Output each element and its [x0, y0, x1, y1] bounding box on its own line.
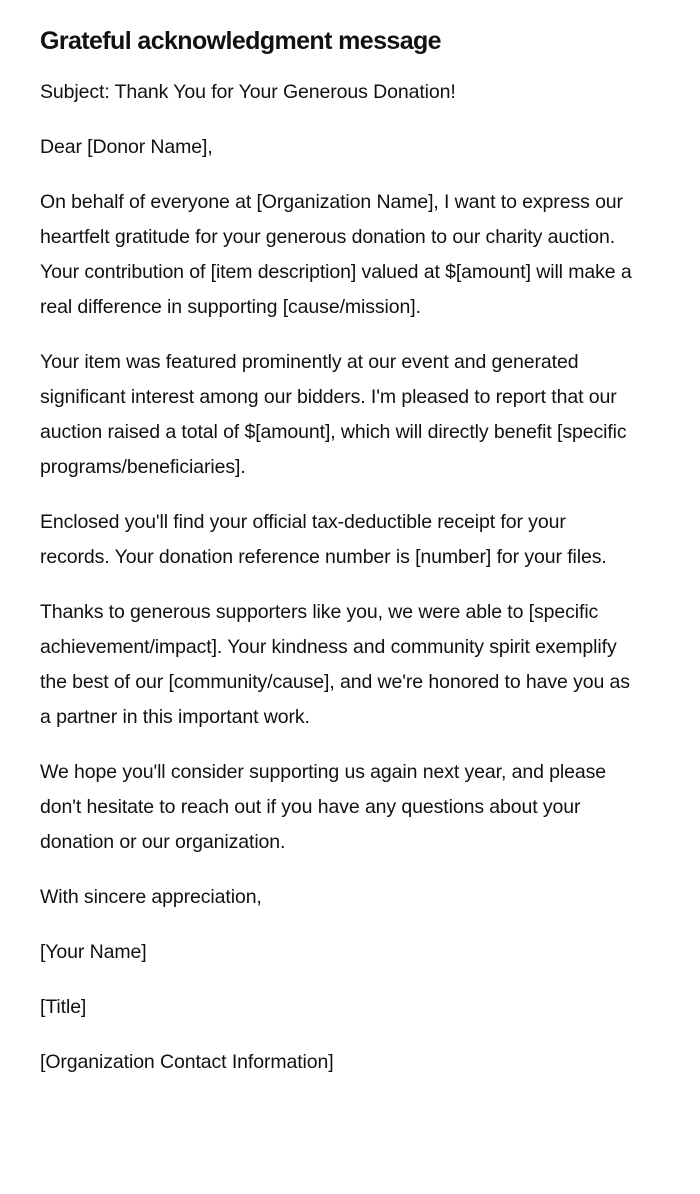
body-paragraph: Your item was featured prominently at our event and generated significant interest among our bidders. I'm pleased to report that our auction raised a total of $[amount], which will directly benefit [specific programs/beneficiaries].: [40, 351, 627, 478]
body-paragraph: Thanks to generous supporters like you, we were able to [specific achievement/impact]. Your kindness and community spirit exemplify the best of our [community/cause], and we're honored to have you as a partner in this important work.: [40, 601, 630, 728]
salutation: Dear [Donor Name],: [40, 136, 213, 158]
body-paragraph: Enclosed you'll find your official tax-deductible receipt for your records. Your donation reference number is [number] for your files.: [40, 511, 607, 568]
signature-contact: [Organization Contact Information]: [40, 1051, 334, 1073]
signature-name: [Your Name]: [40, 941, 147, 963]
body-paragraph: On behalf of everyone at [Organization Name], I want to express our heartfelt gratitude for your generous donation to our charity auction. Your contribution of [item description] valued at $[amount] will make a real difference in supporting [cause/mission].: [40, 191, 632, 318]
subject-line: Subject: Thank You for Your Generous Donation!: [40, 81, 456, 103]
document-title: Grateful acknowledgment message: [40, 27, 441, 55]
closing: With sincere appreciation,: [40, 886, 262, 908]
signature-title: [Title]: [40, 996, 87, 1018]
body-paragraph: We hope you'll consider supporting us again next year, and please don't hesitate to reach out if you have any questions about your donation or our organization.: [40, 761, 606, 853]
